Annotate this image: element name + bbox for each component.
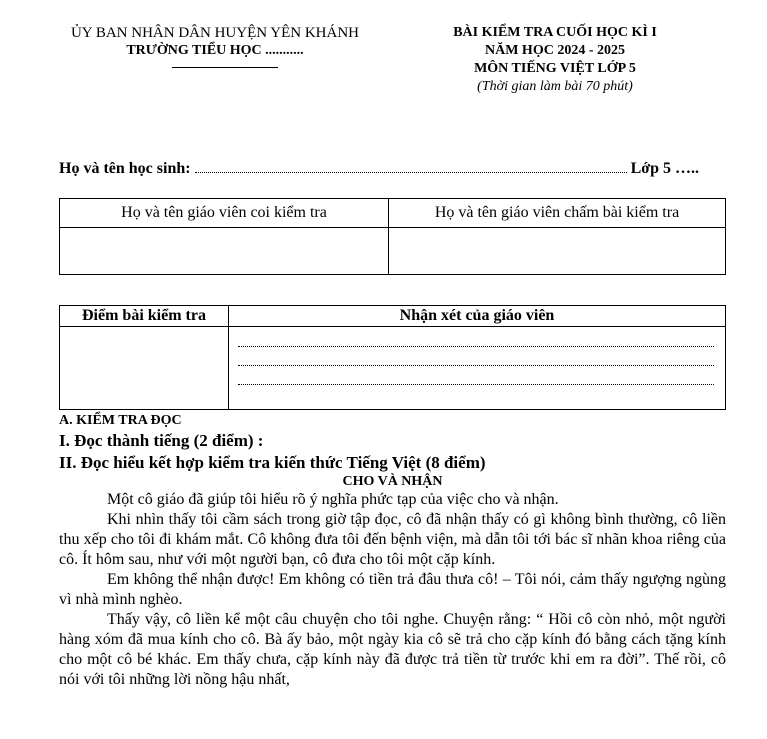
part-2-heading: II. Đọc hiểu kết hợp kiểm tra kiến thức Tiếng Việt (8 điểm) [59, 453, 486, 472]
comment-line [238, 366, 714, 385]
exam-body [59, 412, 726, 690]
exam-title: BÀI KIỂM TRA CUỐI HỌC KÌ I [453, 25, 657, 40]
header-left [40, 24, 390, 60]
grader-header: Họ và tên giáo viên chấm bài kiểm tra [389, 199, 726, 228]
part-1-heading: I. Đọc thành tiếng (2 điểm) : [59, 431, 264, 450]
story-paragraph: Thấy vậy, cô liền kể một câu chuyện cho tôi nghe. Chuyện rằng: “ Hồi cô còn nhỏ, một người hàng xóm đã mua kính cho cô. Bà ấy bảo, một ngày kia cô sẽ trả cho cặp kính đó bằng cách tặng kính cho một cô bé khác. Em thấy chưa, cặp kính này đã được trả tiền từ trước khi em ra đời”. Thế rồi, cô nói với tôi những lời nồng hậu nhất, [59, 611, 726, 688]
comment-header: Nhận xét của giáo viên [229, 306, 726, 327]
story-paragraph: Một cô giáo đã giúp tôi hiểu rõ ý nghĩa phức tạp của việc cho và nhận. [107, 491, 559, 508]
story-paragraph: Em không thể nhận được! Em không có tiền trả đâu thưa cô! – Tôi nói, cảm thấy ngượng ngùng vì nhà mình nghèo. [59, 571, 726, 608]
district-name: ỦY BAN NHÂN DÂN HUYỆN YÊN KHÁNH [70, 25, 360, 41]
comment-cell[interactable] [229, 327, 726, 410]
score-header: Điểm bài kiểm tra [60, 306, 229, 327]
proctor-header: Họ và tên giáo viên coi kiểm tra [60, 199, 389, 228]
story-paragraph: Khi nhìn thấy tôi cầm sách trong giờ tập đọc, cô đã nhận thấy có gì không bình thường, cô liền thu xếp cho tôi đi khám mắt. Cô không đưa tôi đến bệnh viện, mà dẫn tôi tới bác sĩ nhãn khoa riêng của cô. Ít hôm sau, như với một người bạn, cô đưa cho tôi một cặp kính. [59, 511, 726, 568]
student-info-line [59, 160, 699, 178]
score-cell[interactable] [60, 327, 229, 410]
story-title: CHO VÀ NHẬN [342, 474, 443, 489]
school-name: TRƯỜNG TIỂU HỌC ........... [126, 43, 304, 58]
student-name-label: Họ và tên học sinh: [59, 160, 191, 177]
class-label: Lớp 5 ….. [630, 160, 699, 177]
student-name-field[interactable] [195, 171, 627, 173]
score-table [59, 305, 726, 410]
subject: MÔN TIẾNG VIỆT LỚP 5 [474, 61, 636, 76]
proctor-cell[interactable] [60, 228, 389, 275]
teacher-table [59, 198, 726, 275]
comment-line [238, 347, 714, 366]
grader-cell[interactable] [389, 228, 726, 275]
time-limit: (Thời gian làm bài 70 phút) [477, 79, 633, 94]
header-underline [172, 67, 278, 68]
school-year: NĂM HỌC 2024 - 2025 [485, 43, 625, 58]
section-a-heading: A. KIỂM TRA ĐỌC [59, 413, 182, 428]
comment-line [238, 328, 714, 347]
header-right [430, 24, 680, 96]
